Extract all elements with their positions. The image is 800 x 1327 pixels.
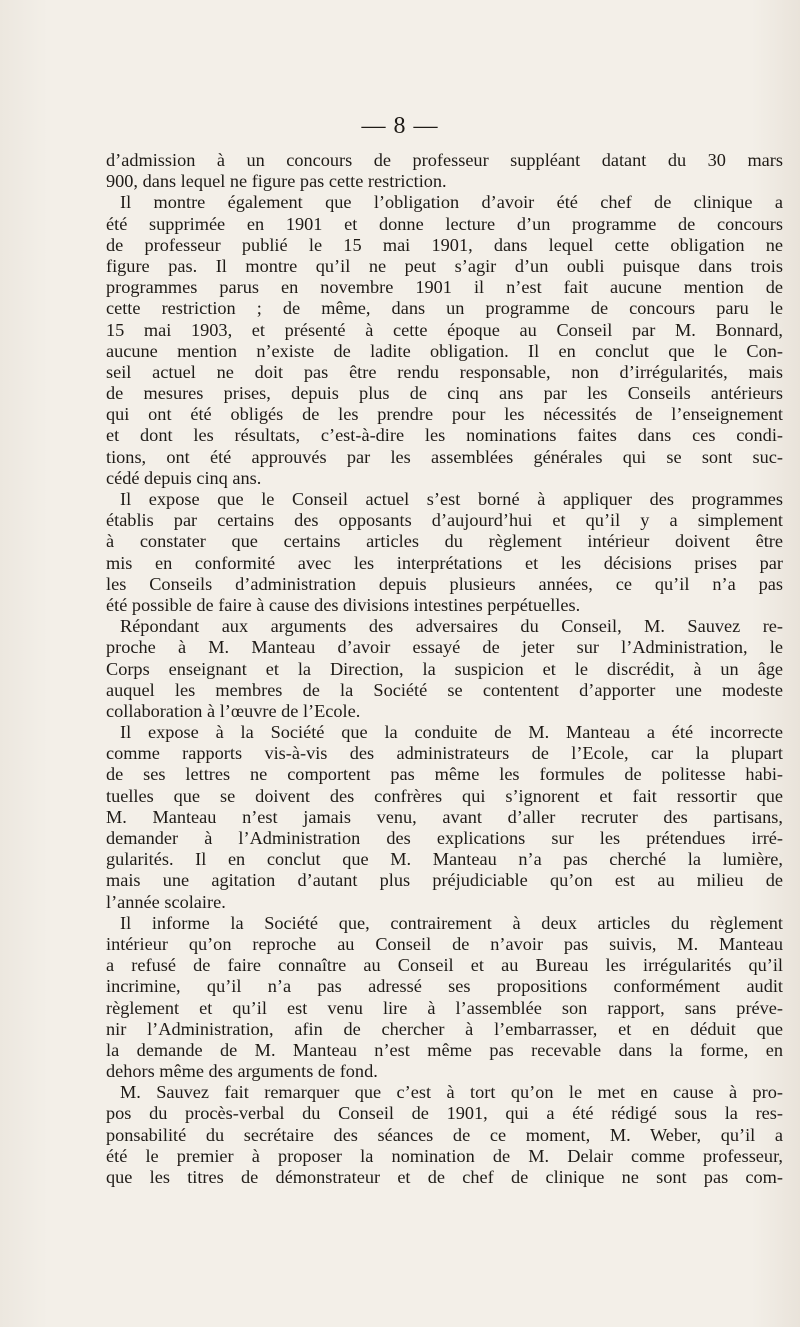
text-line: la demande de M. Manteau n’est même pas recevable dans la forme, en: [106, 1039, 783, 1060]
text-line: M. Manteau n’est jamais venu, avant d’aller recruter des partisans,: [106, 806, 783, 827]
text-line: d’admission à un concours de professeur suppléant datant du 30 mars: [106, 150, 783, 170]
text-line: de ses lettres ne comportent pas même les formules de politesse habi-: [106, 764, 783, 785]
text-line: les Conseils d’administration depuis plusieurs années, ce qu’il n’a pas: [106, 573, 783, 594]
text-line: cédé depuis cinq ans.: [106, 467, 262, 488]
text-line: que les titres de démonstrateur et de chef de clinique ne sont pas com-: [106, 1167, 783, 1187]
text-line: M. Sauvez fait remarquer que c’est à tort qu’on le met en cause à pro-: [120, 1082, 783, 1103]
page-number: — 8 —: [361, 113, 439, 139]
text-line: Il expose que le Conseil actuel s’est borné à appliquer des programmes: [120, 489, 783, 509]
text-line: ponsabilité du secrétaire des séances de ce moment, M. Weber, qu’il a: [106, 1124, 783, 1145]
text-line: collaboration à l’œuvre de l’Ecole.: [106, 700, 361, 721]
body-text: [106, 150, 783, 1188]
text-line: pos du procès-verbal du Conseil de 1901, qui a été rédigé sous la res-: [106, 1103, 783, 1124]
text-line: tuelles que se doivent des confrères qui s’ignorent et fait ressortir que: [106, 785, 783, 806]
text-line: de professeur publié le 15 mai 1901, dans lequel cette obligation ne: [106, 234, 783, 255]
text-line: établis par certains des opposants d’aujourd’hui et qu’il y a simplement: [106, 510, 783, 531]
text-line: proche à M. Manteau d’avoir essayé de jeter sur l’Administration, le: [106, 637, 783, 658]
text-line: auquel les membres de la Société se contentent d’apporter une modeste: [106, 679, 783, 700]
paragraph: [106, 192, 783, 489]
text-line: Répondant aux arguments des adversaires du Conseil, M. Sauvez re-: [120, 616, 783, 637]
text-line: Corps enseignant et la Direction, la suspicion et le discrédit, à un âge: [106, 658, 783, 679]
text-line: et dont les résultats, c’est-à-dire les nominations faites dans ces condi-: [106, 425, 783, 446]
text-line: été supprimée en 1901 et donne lecture d’un programme de concours: [106, 213, 783, 234]
text-line: 900, dans lequel ne figure pas cette restriction.: [106, 171, 447, 192]
paragraph: [106, 913, 783, 1083]
text-line: cette restriction ; de même, dans un programme de concours paru le: [106, 298, 783, 319]
text-line: à constater que certains articles du règlement intérieur doivent être: [106, 531, 783, 552]
text-line: Il expose à la Société que la conduite de M. Manteau a été incorrecte: [120, 722, 783, 743]
paragraph: [106, 616, 783, 722]
text-line: de mesures prises, depuis plus de cinq ans par les Conseils antérieurs: [106, 383, 783, 404]
paragraph: [106, 150, 783, 192]
text-line: règlement et qu’il est venu lire à l’assemblée son rapport, sans préve-: [106, 997, 783, 1018]
text-line: programmes parus en novembre 1901 il n’est fait aucune mention de: [106, 277, 783, 298]
text-line: intérieur qu’on reproche au Conseil de n’avoir pas suivis, M. Manteau: [106, 933, 783, 954]
text-line: mais une agitation d’autant plus préjudiciable qu’on est au milieu de: [106, 870, 783, 891]
text-line: figure pas. Il montre qu’il ne peut s’agir d’un oubli puisque dans trois: [106, 255, 783, 276]
paragraph: [106, 1082, 783, 1188]
text-line: Il informe la Société que, contrairement à deux articles du règlement: [120, 912, 783, 933]
text-line: incrimine, qu’il n’a pas adressé ses propositions conformément audit: [106, 976, 783, 997]
text-line: dehors même des arguments de fond.: [106, 1061, 378, 1082]
paragraph: [106, 722, 783, 913]
text-line: été possible de faire à cause des divisions intestines perpétuelles.: [106, 594, 581, 615]
text-line: qui ont été obligés de les prendre pour les nécessités de l’enseignement: [106, 404, 783, 425]
paragraph: [106, 489, 783, 616]
text-line: demander à l’Administration des explications sur les prétendues irré-: [106, 828, 783, 848]
text-line: gularités. Il en conclut que M. Manteau n’a pas cherché la lumière,: [106, 849, 783, 870]
text-line: mis en conformité avec les interprétations et les décisions prises par: [106, 552, 783, 573]
text-line: comme rapports vis-à-vis des administrateurs de l’Ecole, car la plupart: [106, 743, 783, 764]
text-line: aucune mention n’existe de ladite obligation. Il en conclut que le Con-: [106, 340, 783, 361]
text-line: tions, ont été approuvés par les assemblées générales qui se sont suc-: [106, 446, 783, 467]
text-line: l’année scolaire.: [106, 891, 226, 912]
text-line: nir l’Administration, afin de chercher à l’embarrasser, et en déduit que: [106, 1018, 783, 1039]
text-line: seil actuel ne doit pas être rendu responsable, non d’irrégularités, mais: [106, 361, 783, 382]
text-line: été le premier à proposer la nomination de M. Delair comme professeur,: [106, 1145, 783, 1166]
text-line: Il montre également que l’obligation d’avoir été chef de clinique a: [120, 192, 783, 213]
text-line: a refusé de faire connaître au Conseil et au Bureau les irrégularités qu’il: [106, 955, 783, 976]
text-line: 15 mai 1903, et présenté à cette époque au Conseil par M. Bonnard,: [106, 319, 783, 340]
